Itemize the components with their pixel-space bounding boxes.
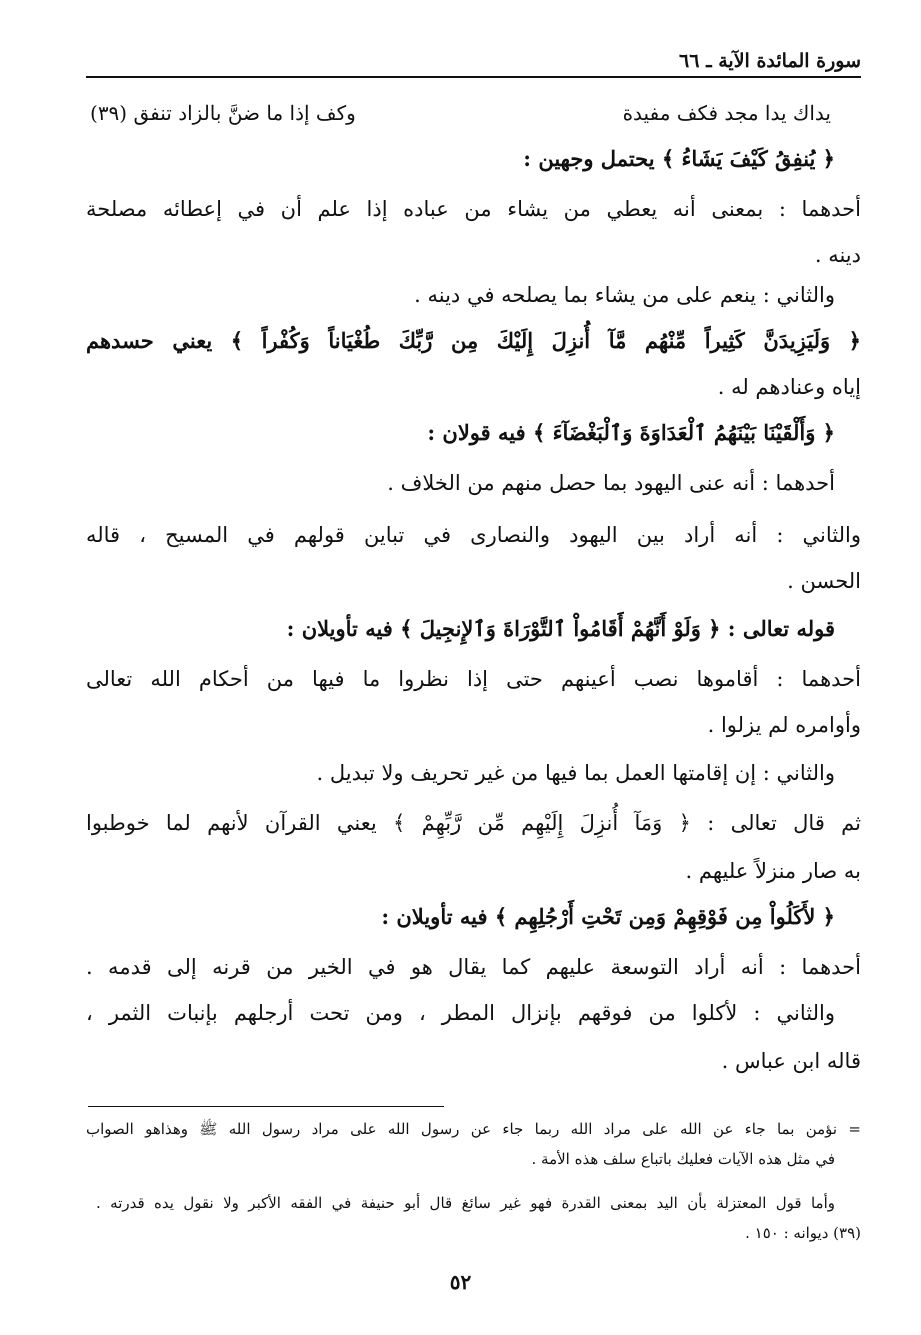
- body-text-line: الحسن .: [787, 569, 861, 593]
- footnote-line: = نؤمن بما جاء عن الله على مراد الله ربما جاء عن رسول الله على مراد رسول الله ﷺ وهذاهو الصواب: [86, 1120, 861, 1138]
- verse-first-hemistich: يداك يدا مجد فكف مفيدة: [622, 101, 831, 125]
- body-text-line: إياه وعنادهم له .: [717, 375, 861, 399]
- body-text-line: والثاني : لأكلوا من فوقهم بإنزال المطر ، ومن تحت أرجلهم بإنبات الثمر ،: [86, 1001, 835, 1025]
- footnote-rule: [88, 1106, 444, 1107]
- body-text-line: والثاني : أنه أراد بين اليهود والنصارى في تباين قولهم في المسيح ، قاله: [86, 523, 861, 547]
- body-text-line: وأوامره لم يزلوا .: [707, 713, 861, 737]
- body-text-line: والثاني : ينعم على من يشاء بما يصلحه في دينه .: [414, 283, 835, 307]
- quran-quote-line: ﴿ لأَكَلُواْ مِن فَوْقِهِمْ وَمِن تَحْتِ أَرْجُلِهِم ﴾ فيه تأويلان :: [381, 904, 835, 929]
- body-text-line: أحدهما : أنه أراد التوسعة عليهم كما يقال هو في الخير من قرنه إلى قدمه .: [86, 955, 861, 979]
- page-number: ٥٢: [449, 1270, 472, 1294]
- quran-quote-line: ﴿ يُنفِقُ كَيْفَ يَشَاءُ ﴾ يحتمل وجهين :: [523, 146, 835, 171]
- body-text-line: ثم قال تعالى : ﴿ وَمَآ أُنزِلَ إِلَيْهِم مِّن رَّبِّهِمْ ﴾ يعني القرآن لأنهم لما خوطبوا: [86, 811, 861, 835]
- body-text-line: أحدهما : أقاموها نصب أعينهم حتى إذا نظروا ما فيها من أحكام الله تعالى: [86, 667, 861, 691]
- body-text-line: والثاني : إن إقامتها العمل بما فيها من غير تحريف ولا تبديل .: [316, 761, 835, 785]
- footnote-line: وأما قول المعتزلة بأن اليد بمعنى القدرة فهو غير سائغ قال أبو حنيفة في الفقه الأكبر ولا نقول يده قدرته .: [96, 1194, 835, 1212]
- body-text-line: دينه .: [814, 243, 861, 267]
- footnote-citation: (٣٩) ديوانه : ١٥٠ .: [745, 1224, 861, 1242]
- header-rule: [86, 76, 861, 78]
- verse-second-hemistich: وكف إذا ما ضنَّ بالزاد تنفق (٣٩): [90, 101, 356, 125]
- body-text-line: قاله ابن عباس .: [721, 1049, 861, 1073]
- footnote-line: في مثل هذه الآيات فعليك باتباع سلف هذه الأمة .: [531, 1150, 835, 1168]
- quran-quote-line: ﴿ وَأَلْقَيْنَا بَيْنَهُمُ ٱلْعَدَاوَةَ وَٱلْبَغْضَآءَ ﴾ فيه قولان :: [427, 420, 835, 445]
- body-text-line: أحدهما : أنه عنى اليهود بما حصل منهم من الخلاف .: [387, 471, 835, 495]
- quran-quote-line: ﴿ وَلَيَزِيدَنَّ كَثِيراً مِّنْهُم مَّآ أُنزِلَ إِلَيْكَ مِن رَّبِّكَ طُغْيَاناً وَكُفْراً ﴾ يعني حسدهم: [86, 328, 861, 353]
- body-text-line: به صار منزلاً عليهم .: [685, 859, 861, 883]
- running-header-title: سورة المائدة الآية ـ ٦٦: [679, 50, 861, 72]
- body-text-line: أحدهما : بمعنى أنه يعطي من يشاء من عباده إذا علم أن في إعطائه مصلحة: [86, 197, 861, 221]
- quran-quote-line: قوله تعالى : ﴿ وَلَوْ أَنَّهُمْ أَقَامُواْ ٱلتَّوْرَاةَ وَٱلإِنجِيلَ ﴾ فيه تأويلان :: [286, 616, 835, 641]
